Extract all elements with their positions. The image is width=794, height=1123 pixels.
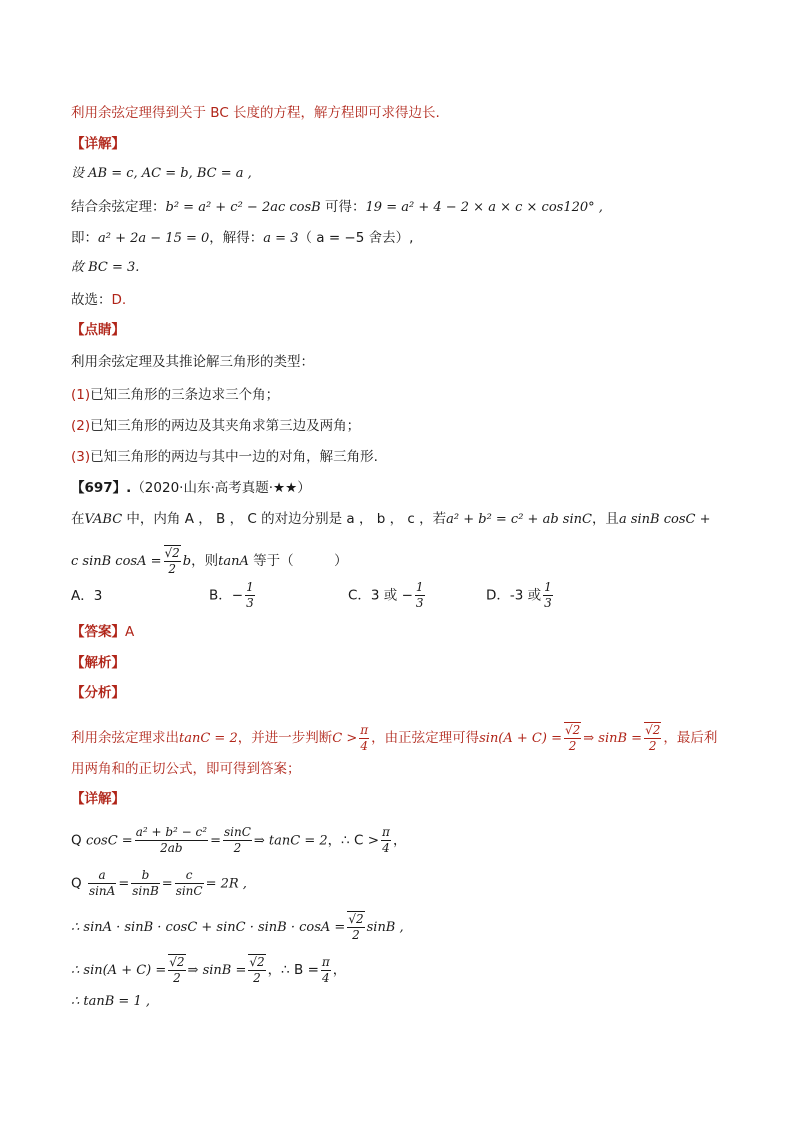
answer-label: 【答案】 bbox=[71, 624, 125, 640]
item-text: 已知三角形的两边与其中一边的对角，解三角形. bbox=[90, 449, 378, 465]
formula: = 2R , bbox=[205, 876, 247, 892]
prev-equation-line bbox=[71, 228, 413, 249]
detail-line-1 bbox=[71, 825, 406, 856]
equals: = bbox=[118, 876, 130, 892]
option-a[interactable]: A．3 bbox=[71, 588, 103, 604]
numerator: √2 bbox=[645, 723, 661, 737]
numerator: π bbox=[321, 954, 330, 969]
numerator: c bbox=[175, 868, 204, 884]
denominator: 2 bbox=[648, 739, 657, 753]
prev-item-3 bbox=[71, 447, 378, 467]
problem-source: （2020·山东·高考真题·★★） bbox=[131, 480, 311, 496]
prev-comment-intro: 利用余弦定理及其推论解三角形的类型： bbox=[71, 354, 314, 370]
fraction-sqrt2-over-2 bbox=[564, 722, 581, 754]
text: ， bbox=[392, 832, 407, 849]
option-label: B．− bbox=[209, 587, 244, 604]
triangle-name: VABC bbox=[84, 512, 123, 527]
fraction bbox=[543, 580, 553, 611]
detail-line-5: ∴ tanB = 1 , bbox=[71, 994, 150, 1009]
denominator: 3 bbox=[415, 596, 424, 610]
text: 等于（ ） bbox=[248, 553, 348, 569]
option-d[interactable] bbox=[486, 580, 555, 611]
numerator: 1 bbox=[544, 580, 552, 594]
numerator: 1 bbox=[246, 580, 254, 594]
numerator: √2 bbox=[249, 955, 265, 969]
problem-stem-line-1 bbox=[71, 509, 710, 530]
option-b[interactable] bbox=[209, 580, 257, 611]
fraction bbox=[223, 825, 252, 856]
formula: a sinB cosC + bbox=[618, 512, 711, 527]
denominator: 2 bbox=[352, 928, 360, 942]
text: ，最后利 bbox=[663, 730, 718, 746]
formula: ⇒ sinB = bbox=[583, 731, 643, 746]
detail-line-2 bbox=[71, 868, 247, 899]
breakdown-label: 【分析】 bbox=[71, 685, 125, 701]
fraction-pi-over-4 bbox=[359, 723, 369, 754]
fraction-sqrt2-over-2 bbox=[347, 911, 364, 943]
breakdown-line-2: 用两角和的正切公式，即可得到答案； bbox=[71, 761, 301, 777]
prev-cosine-line bbox=[71, 197, 603, 218]
prev-summary-line: 利用余弦定理得到关于 BC 长度的方程，解方程即可求得边长. bbox=[71, 105, 440, 121]
choice-value: D. bbox=[111, 292, 127, 308]
text: ，由正弦定理可得 bbox=[371, 730, 480, 746]
fraction bbox=[131, 868, 160, 899]
denominator: sinB bbox=[132, 884, 159, 898]
numerator: √2 bbox=[348, 912, 364, 926]
formula: ∴ sin(A + C) = bbox=[71, 963, 167, 978]
problem-stem-line-2 bbox=[71, 545, 348, 577]
text: 故选： bbox=[71, 292, 112, 308]
item-number: (2) bbox=[71, 418, 91, 434]
problem-header bbox=[71, 478, 311, 498]
solution: a = 3 bbox=[263, 231, 299, 246]
formula-result: 19 = a² + 4 − 2 × a × c × cos120° , bbox=[365, 200, 603, 215]
formula: C > bbox=[332, 731, 358, 746]
denominator: 4 bbox=[360, 738, 368, 753]
text: （ a = −5 舍去）, bbox=[298, 230, 414, 246]
option-label: D．-3 或 bbox=[486, 587, 542, 604]
formula: tanC = 2 bbox=[179, 731, 238, 746]
denominator: 4 bbox=[322, 970, 330, 985]
prev-therefore-line: 故 BC = 3. bbox=[71, 260, 140, 275]
formula: tanA bbox=[218, 554, 249, 569]
text: 中，内角 A ， B ， C 的对边分别是 a ， b ， c ，若 bbox=[122, 511, 447, 527]
text: ，解得： bbox=[209, 230, 264, 246]
item-number: (1) bbox=[71, 387, 91, 403]
formula: a² + 2a − 15 = 0 bbox=[98, 231, 210, 246]
numerator: sinC bbox=[223, 825, 251, 839]
prev-comment-label: 【点睛】 bbox=[71, 322, 125, 338]
fraction bbox=[415, 580, 425, 611]
denominator: sinC bbox=[175, 884, 203, 898]
text: 可得： bbox=[320, 199, 366, 215]
text: 结合余弦定理： bbox=[71, 199, 166, 215]
denominator: 3 bbox=[544, 596, 552, 610]
denominator: 2 bbox=[168, 562, 176, 576]
numerator: a² + b² − c² bbox=[135, 825, 208, 839]
denominator: 2 bbox=[173, 971, 181, 985]
because-symbol: Q bbox=[71, 832, 82, 849]
fraction-sqrt2-over-2 bbox=[248, 954, 265, 986]
detail-label: 【详解】 bbox=[71, 791, 125, 807]
formula: ⇒ tanC = 2 bbox=[253, 833, 328, 849]
text: ，∴ B = bbox=[267, 962, 319, 978]
fraction-sqrt2-over-2 bbox=[644, 722, 661, 754]
denominator: 3 bbox=[246, 596, 254, 610]
formula: a² + b² = c² + ab sinC bbox=[446, 512, 592, 527]
text: ，∴ C > bbox=[327, 832, 380, 849]
prev-item-2 bbox=[71, 416, 360, 436]
text: 利用余弦定理求出 bbox=[71, 730, 179, 746]
problem-number: 【697】. bbox=[71, 480, 132, 496]
analysis-label: 【解析】 bbox=[71, 655, 125, 671]
fraction bbox=[88, 868, 116, 899]
text: 在 bbox=[71, 511, 85, 527]
detail-line-4 bbox=[71, 954, 346, 986]
item-text: 已知三角形的三条边求三个角； bbox=[90, 387, 280, 403]
text: ，且 bbox=[591, 511, 619, 527]
formula: b² = a² + c² − 2ac cosB bbox=[165, 200, 321, 215]
text: 即： bbox=[71, 230, 98, 246]
formula: sinB , bbox=[366, 920, 404, 935]
numerator: π bbox=[382, 825, 390, 839]
fraction bbox=[245, 580, 255, 611]
fraction bbox=[175, 868, 204, 899]
denominator: sinA bbox=[88, 884, 116, 898]
fraction-sqrt2-over-2 bbox=[168, 954, 185, 986]
formula: sin(A + C) = bbox=[479, 731, 562, 746]
fraction-pi-over-4 bbox=[381, 825, 391, 856]
text: ，并进一步判断 bbox=[237, 730, 333, 746]
detail-line-3 bbox=[71, 911, 404, 943]
numerator: a bbox=[88, 868, 116, 884]
numerator: 1 bbox=[415, 580, 424, 594]
answer-line bbox=[71, 622, 134, 642]
breakdown-line-1 bbox=[71, 722, 717, 754]
because-symbol: Q bbox=[71, 875, 82, 892]
denominator: 2 bbox=[568, 739, 577, 753]
numerator: √2 bbox=[564, 723, 581, 737]
text: ， bbox=[332, 962, 347, 978]
denominator: 4 bbox=[382, 841, 390, 855]
fraction-sqrt2-over-2 bbox=[164, 545, 181, 577]
formula: c sinB cosA = bbox=[71, 554, 162, 569]
numerator: π bbox=[360, 722, 369, 737]
item-number: (3) bbox=[71, 449, 91, 465]
prev-choice-line bbox=[71, 290, 126, 310]
option-c[interactable] bbox=[348, 580, 427, 611]
fraction-pi-over-4 bbox=[321, 955, 331, 986]
numerator: b bbox=[131, 868, 160, 884]
denominator: 2 bbox=[233, 841, 242, 855]
formula: ⇒ sinB = bbox=[187, 963, 247, 978]
formula: cosC = bbox=[85, 833, 133, 849]
prev-detail-label: 【详解】 bbox=[71, 136, 125, 152]
variable-b: b bbox=[182, 554, 192, 569]
prev-set-line: 设 AB = c, AC = b, BC = a , bbox=[71, 166, 252, 181]
text: ，则 bbox=[191, 553, 219, 569]
fraction bbox=[135, 825, 208, 856]
denominator: 2ab bbox=[160, 841, 183, 855]
numerator: √2 bbox=[164, 546, 180, 560]
prev-item-1 bbox=[71, 385, 279, 405]
denominator: 2 bbox=[253, 971, 261, 985]
option-label: C．3 或 − bbox=[348, 587, 413, 604]
numerator: √2 bbox=[169, 955, 185, 969]
equals: = bbox=[161, 876, 173, 892]
formula: ∴ sinA · sinB · cosC + sinC · sinB · cosA = bbox=[71, 920, 346, 935]
equals: = bbox=[210, 833, 221, 849]
item-text: 已知三角形的两边及其夹角求第三边及两角； bbox=[90, 418, 361, 434]
answer-value: A bbox=[125, 624, 135, 640]
options-row bbox=[71, 580, 591, 610]
